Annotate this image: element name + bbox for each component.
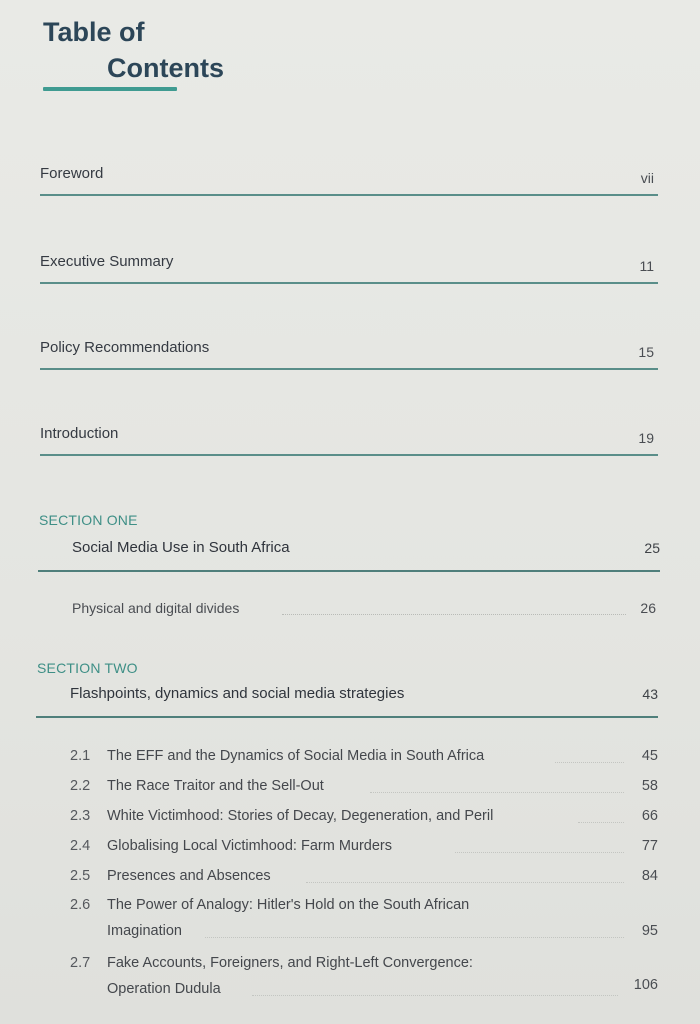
item-page: 84 <box>641 868 658 884</box>
item-number: 2.5 <box>70 868 91 884</box>
title-underline <box>43 87 177 91</box>
toc-entry-section-one[interactable] <box>38 534 660 564</box>
item-page: 95 <box>641 923 658 939</box>
item-page: 106 <box>633 977 658 993</box>
item-page: 58 <box>641 778 658 794</box>
item-number: 2.6 <box>70 897 91 913</box>
item-label: Globalising Local Victimhood: Farm Murders <box>107 838 393 854</box>
leader-dots <box>282 614 626 615</box>
item-number: 2.3 <box>70 808 91 824</box>
toc-subentry-physical-digital-divides[interactable] <box>72 600 656 622</box>
item-label-line-2: Operation Dudula <box>107 981 221 997</box>
entry-page: 19 <box>638 430 654 446</box>
entry-page: 26 <box>640 600 656 616</box>
item-label-line-1: Fake Accounts, Foreigners, and Right-Left Convergence: <box>107 955 473 971</box>
section-one-heading: SECTION ONE <box>39 512 138 528</box>
leader-dots <box>306 882 624 883</box>
divider <box>40 282 658 284</box>
entry-label: Introduction <box>40 425 119 442</box>
item-number: 2.7 <box>70 955 91 971</box>
title-line-1: Table of <box>43 17 145 47</box>
leader-dots <box>455 852 624 853</box>
title-line-2: Contents <box>107 53 224 83</box>
leader-dots <box>555 762 624 763</box>
toc-item-2-7[interactable] <box>70 951 658 1001</box>
toc-entry-introduction[interactable] <box>40 416 658 450</box>
item-page: 77 <box>641 838 658 854</box>
divider <box>40 194 658 196</box>
entry-label: Social Media Use in South Africa <box>72 539 290 556</box>
leader-dots <box>205 937 624 938</box>
entry-page: 11 <box>639 258 654 274</box>
item-label: The EFF and the Dynamics of Social Media in South Africa <box>107 748 485 764</box>
item-page: 66 <box>641 808 658 824</box>
entry-page: 15 <box>638 344 654 360</box>
page-title <box>43 14 224 86</box>
leader-dots <box>578 822 624 823</box>
entry-label: Foreword <box>40 165 104 182</box>
toc-entry-foreword[interactable] <box>40 156 658 190</box>
item-label: White Victimhood: Stories of Decay, Degeneration, and Peril <box>107 808 494 824</box>
item-page: 45 <box>641 748 658 764</box>
toc-entry-section-two[interactable] <box>36 680 658 710</box>
item-label: Presences and Absences <box>107 868 271 884</box>
entry-page: 25 <box>644 540 660 556</box>
item-label-line-1: The Power of Analogy: Hitler's Hold on the South African <box>107 897 470 913</box>
toc-entry-policy-recommendations[interactable] <box>40 330 658 364</box>
toc-entry-executive-summary[interactable] <box>40 244 658 278</box>
item-label-line-2: Imagination <box>107 923 182 939</box>
entry-page: 43 <box>642 686 658 702</box>
entry-label: Flashpoints, dynamics and social media strategies <box>70 685 405 702</box>
entry-page: vii <box>640 170 654 186</box>
toc-item-2-6[interactable] <box>70 893 658 943</box>
entry-label: Physical and digital divides <box>72 600 240 616</box>
item-number: 2.1 <box>70 748 91 764</box>
section-two-heading: SECTION TWO <box>37 660 138 676</box>
divider <box>36 716 658 718</box>
leader-dots <box>252 995 618 996</box>
leader-dots <box>370 792 624 793</box>
entry-label: Executive Summary <box>40 253 174 270</box>
divider <box>38 570 660 572</box>
item-label: The Race Traitor and the Sell-Out <box>107 778 324 794</box>
item-number: 2.4 <box>70 838 91 854</box>
item-number: 2.2 <box>70 778 91 794</box>
divider <box>40 368 658 370</box>
divider <box>40 454 658 456</box>
entry-label: Policy Recommendations <box>40 339 210 356</box>
